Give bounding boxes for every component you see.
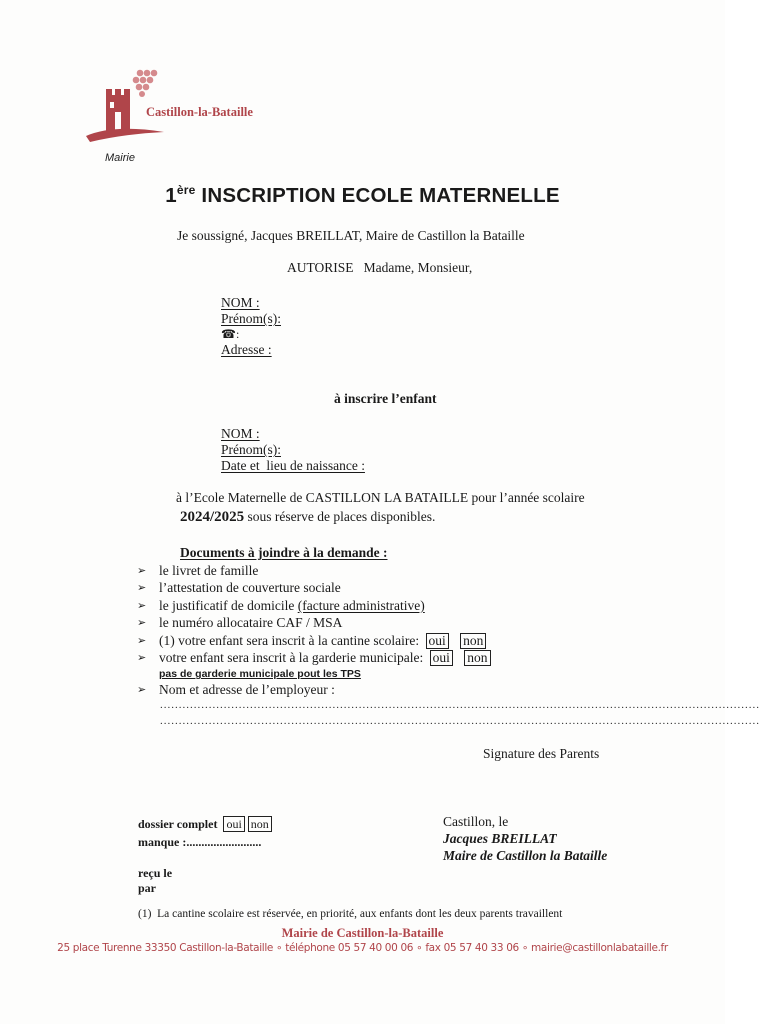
page-title	[0, 183, 725, 208]
title-text: INSCRIPTION ECOLE MATERNELLE	[201, 183, 560, 207]
employer-line-1[interactable]: ................................................................................................................................................................	[160, 699, 760, 711]
mayor-role: Maire de Castillon la Bataille	[443, 848, 608, 863]
cantine-non-checkbox[interactable]: non	[460, 633, 486, 649]
garderie-non-checkbox[interactable]: non	[464, 650, 490, 666]
parent-adresse-label: Adresse :	[221, 342, 272, 357]
doc-item: ➢ Nom et adresse de l’employeur :	[137, 682, 335, 698]
mayor-place: Castillon, le	[443, 814, 509, 829]
arrow-bullet-icon: ➢	[137, 616, 147, 630]
arrow-bullet-icon: ➢	[137, 651, 147, 665]
title-ordinal: 1	[165, 183, 177, 207]
footer-brand: Mairie de Castillon-la-Bataille	[281, 926, 444, 940]
enroll-heading: à inscrire l’enfant	[334, 391, 437, 406]
authorize-text: AUTORISE Madame, Monsieur,	[287, 260, 473, 275]
footnote: (1) La cantine scolaire est réservée, en priorité, aux enfants dont les deux parents travaillent	[138, 908, 563, 920]
phone-suffix: :	[235, 327, 240, 341]
parent-nom-label: NOM :	[221, 295, 260, 310]
employer-line-2[interactable]: ................................................................................................................................................................	[160, 715, 760, 727]
garderie-oui-checkbox[interactable]: oui	[430, 650, 453, 666]
logo-wordmark: Castillon-la-Bataille	[146, 105, 253, 119]
parent-prenom-label: Prénom(s):	[221, 311, 281, 326]
school-line1: à l’Ecole Maternelle de CASTILLON LA BATAILLE pour l’année scolaire	[176, 490, 585, 505]
mayor-name: Jacques BREILLAT	[443, 831, 557, 846]
garderie-note: pas de garderie municipale pout les TPS	[159, 668, 361, 681]
logo-subtitle: Mairie	[105, 152, 135, 164]
arrow-bullet-icon: ➢	[137, 564, 147, 577]
domicile-note: (facture administrative)	[297, 597, 425, 613]
child-nom-label: NOM :	[221, 426, 260, 441]
documents-heading: Documents à joindre à la demande :	[180, 545, 388, 560]
arrow-bullet-icon: ➢	[137, 581, 147, 595]
cantine-oui-checkbox[interactable]: oui	[426, 633, 449, 649]
garderie-note-row	[137, 666, 491, 681]
recu-label: reçu le	[138, 866, 173, 880]
title-ordinal-sup: ère	[176, 183, 196, 197]
child-naissance-label: Date et lieu de naissance :	[221, 458, 365, 473]
dossier-row	[138, 816, 272, 832]
footer-address: 25 place Turenne 33350 Castillon-la-Bataille ∘ téléphone 05 57 40 00 06 ∘ fax 05 57 40 33 06 ∘ mairie@castillonlabataille.fr	[57, 942, 668, 954]
arrow-bullet-icon: ➢	[137, 598, 147, 612]
doc-item: ➢ votre enfant sera inscrit à la garderie municipale: oui non	[137, 649, 491, 666]
phone-icon: ☎	[221, 327, 236, 341]
intro-text: Je soussigné, Jacques BREILLAT, Maire de Castillon la Bataille	[177, 228, 525, 243]
signature-label: Signature des Parents	[483, 746, 600, 761]
manque-label: manque :.........................	[138, 835, 262, 849]
doc-item: ➢ (1) votre enfant sera inscrit à la cantine scolaire: oui non	[137, 632, 491, 649]
dossier-oui-checkbox[interactable]: oui	[223, 816, 244, 832]
doc-item: ➢ le numéro allocataire CAF / MSA	[137, 615, 343, 631]
doc-item: ➢ le justificatif de domicile (facture administrative)	[137, 597, 425, 613]
school-line2	[180, 509, 435, 526]
school-year: 2024/2025	[180, 509, 245, 525]
dossier-non-checkbox[interactable]: non	[248, 816, 272, 832]
documents-list	[137, 562, 491, 699]
doc-item: ➢ le livret de famille	[137, 563, 259, 578]
par-label: par	[138, 881, 156, 895]
arrow-bullet-icon: ➢	[137, 633, 147, 647]
parent-phone-label	[221, 327, 239, 342]
doc-item: ➢ l’attestation de couverture sociale	[137, 580, 341, 596]
school-reserve: sous réserve de places disponibles.	[247, 509, 436, 524]
child-prenom-label: Prénom(s):	[221, 442, 281, 457]
dossier-label: dossier complet	[138, 817, 218, 831]
arrow-bullet-icon: ➢	[137, 683, 147, 697]
